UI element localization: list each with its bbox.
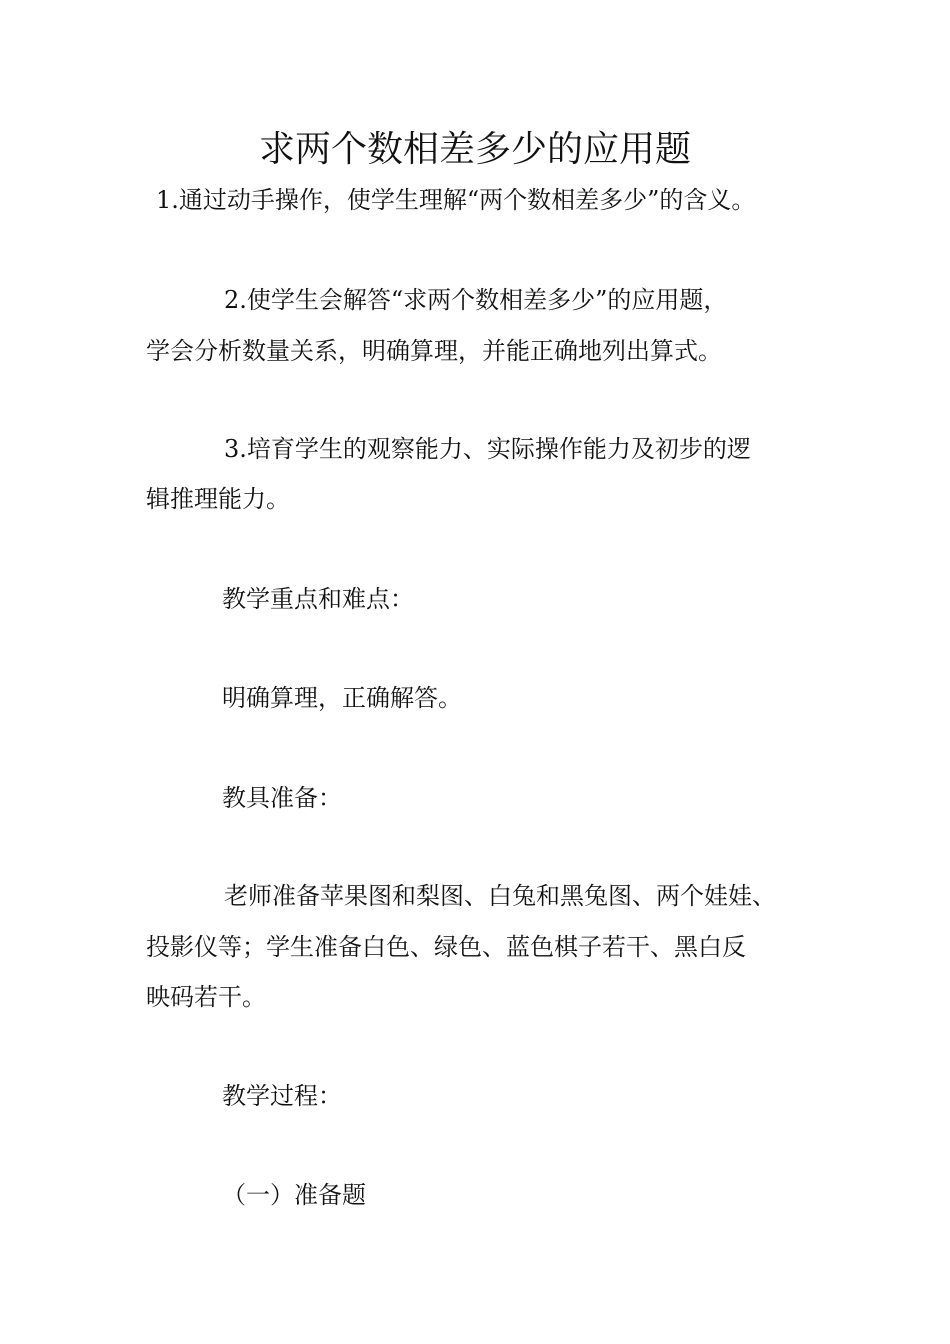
objective-3-line-2: 辑推理能力。 <box>146 485 290 513</box>
materials-line-3: 映码若干。 <box>146 983 266 1011</box>
objective-1: 1.通过动手操作，使学生理解“两个数相差多少”的含义。 <box>156 186 756 214</box>
objective-2-line-1: 2.使学生会解答“求两个数相差多少”的应用题， <box>224 286 728 314</box>
document-title: 求两个数相差多少的应用题 <box>258 129 691 170</box>
objective-2-line-2: 学会分析数量关系，明确算理，并能正确地列出算式。 <box>146 337 722 365</box>
materials-line-1: 老师准备苹果图和梨图、白兔和黑兔图、两个娃娃、 <box>224 882 776 910</box>
key-points-heading: 教学重点和难点： <box>222 585 414 613</box>
materials-heading: 教具准备： <box>222 784 342 812</box>
key-points-text: 明确算理，正确解答。 <box>222 684 462 712</box>
process-heading: 教学过程： <box>222 1082 342 1110</box>
materials-line-2: 投影仪等；学生准备白色、绿色、蓝色棋子若干、黑白反 <box>146 933 746 961</box>
section-1-heading: （一）准备题 <box>222 1181 366 1209</box>
objective-3-line-1: 3.培育学生的观察能力、实际操作能力及初步的逻 <box>224 435 751 463</box>
